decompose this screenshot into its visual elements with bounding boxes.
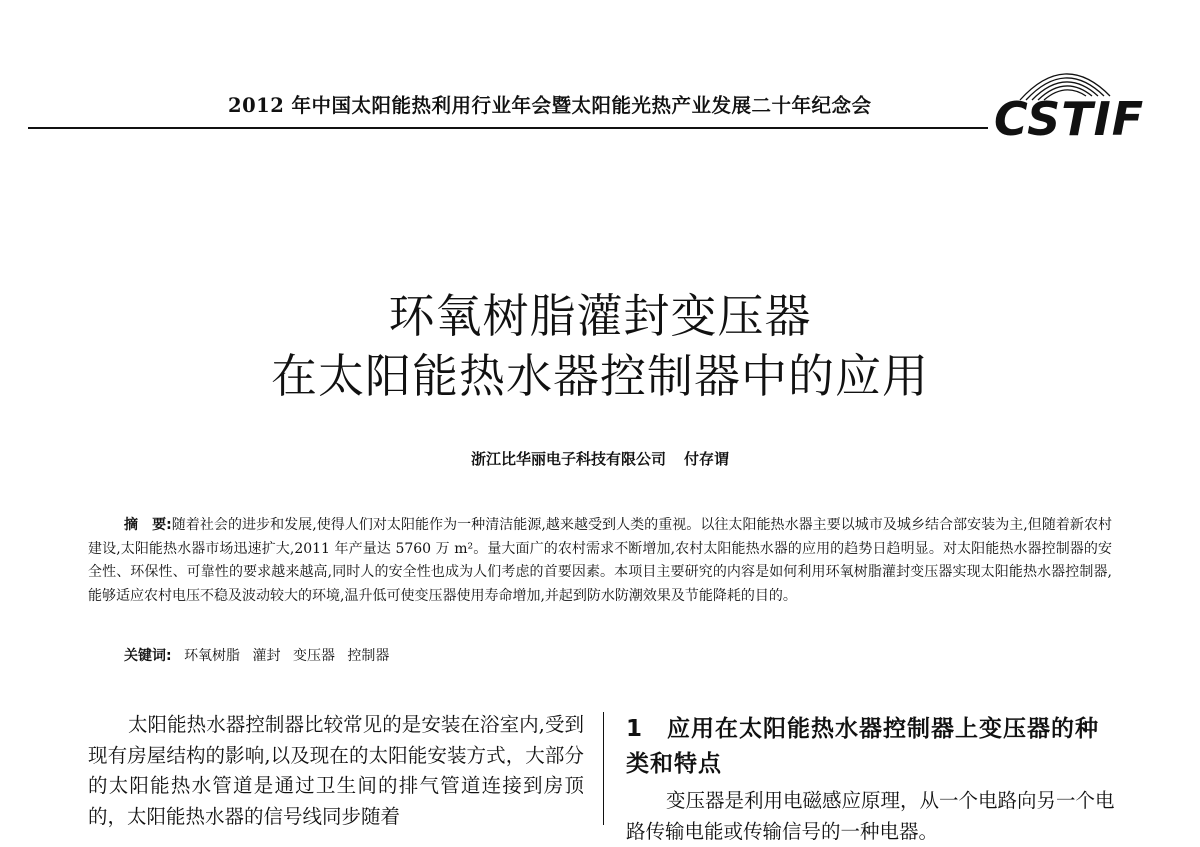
body-right-paragraph: 变压器是利用电磁感应原理，从一个电路向另一个电路传输电能或传输信号的一种电器。 — [626, 789, 1115, 843]
keyword: 灌封 — [252, 648, 281, 664]
author-line — [0, 448, 1200, 469]
conference-header: 2012 年中国太阳能热利用行业年会暨太阳能光热产业发展二十年纪念会 — [228, 94, 872, 117]
section-heading: 1 应用在太阳能热水器控制器上变压器的种类和特点 — [626, 716, 1100, 777]
cstif-logo — [990, 52, 1180, 147]
body-left-paragraph: 太阳能热水器控制器比较常见的是安装在浴室内,受到现有房屋结构的影响,以及现在的太阳能安装方式，大部分的太阳能热水管道是通过卫生间的排气管道连接到房顶的，太阳能热水器的信号线同步随着 — [88, 713, 584, 828]
keywords — [124, 645, 389, 665]
keyword: 环氧树脂 — [184, 648, 241, 664]
paper-title-line-2: 在太阳能热水器控制器中的应用 — [271, 349, 929, 403]
keyword: 控制器 — [347, 648, 390, 664]
abstract-label: 摘 要: — [124, 517, 172, 533]
keywords-label: 关键词: — [124, 648, 172, 664]
logo-text: CSTIF — [994, 92, 1145, 146]
author-affiliation: 浙江比华丽电子科技有限公司 — [470, 450, 666, 468]
abstract — [88, 514, 1112, 608]
keyword: 变压器 — [292, 648, 335, 664]
header-rule — [28, 127, 988, 129]
paper-title-line-1: 环氧树脂灌封变压器 — [388, 289, 812, 343]
author-name: 付存谓 — [684, 450, 730, 468]
abstract-text: 随着社会的进步和发展,使得人们对太阳能作为一种清洁能源,越来越受到人类的重视。以往太阳能热水器主要以城市及城乡结合部安装为主,但随着新农村建设,太阳能热水器市场迅速扩大,2011 年产量达 5760 万 m²。量大面广的农村需求不断增加,农村太阳能热水器的应用的趋势日趋明显。对太阳能热水器控制器的安全性、环保性、可靠性的要求越来越高,同时人的安全性也成为人们考虑的首要因素。本项目主要研究的内容是如何利用环氧树脂灌封变压器实现太阳能热水器控制器,能够适应农村电压不稳及波动较大的环境,温升低可使变压器使用寿命增加,并起到防水防潮效果及节能降耗的目的。 — [88, 517, 1112, 604]
column-divider — [603, 712, 604, 825]
